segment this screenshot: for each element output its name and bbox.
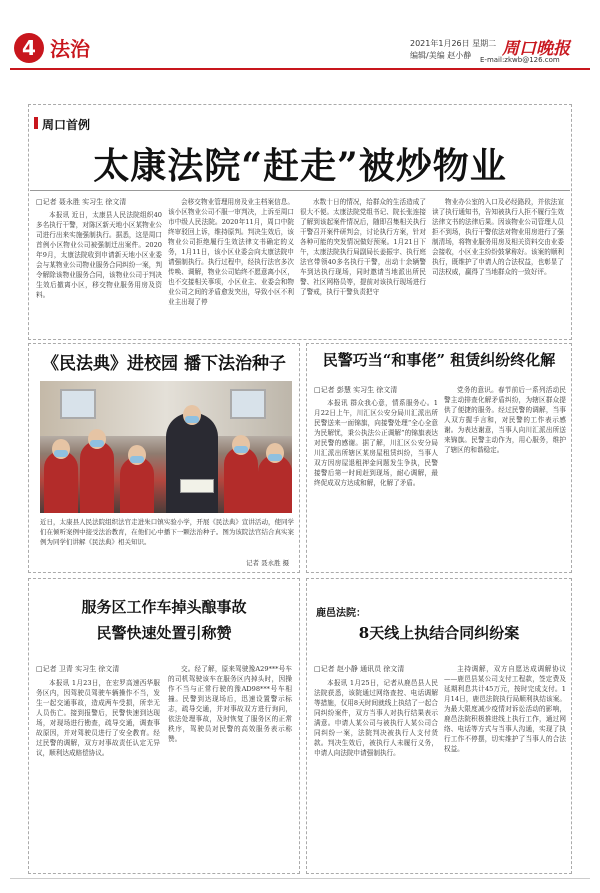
photo-mask <box>185 416 199 423</box>
photo-window <box>230 389 266 419</box>
masthead <box>0 0 600 72</box>
photo-student <box>258 455 292 513</box>
publication-date: 2021年1月26日 星期二 <box>410 39 497 48</box>
masthead-rule <box>10 68 590 70</box>
lead-column-4: 物业办公室的入口及必经路段，并依法宣读了执行通知书，告知被执行人拒不履行生效法律文书的法律后果。因该物业公司管理人员拒不到场，执行干警依法对物业用房进行了强制清场，将物业服务用房及相关资料交由业委会接收，小区业主纷纷鼓掌称好。该案的顺利执行，既维护了申请人的合法权益，也彰显了司法权威，赢得了当地群众的一致好评。 <box>432 198 564 276</box>
photo-mask <box>90 440 104 447</box>
photo-student <box>44 451 78 513</box>
photo-caption: 近日，太康县人民法院组织法官走进朱口镇实验小学，开展《民法典》宣讲活动，使同学们在倾听案例中接受法治教育，在他们心中播下一颗法治种子。图为该院法官结合真实案例为同学们讲解《民法典》相关知识。 <box>40 518 294 546</box>
lead-column-1: 本报讯 近日，太康县人民法院组织40多名执行干警，对陈区新天地小区某物业公司进行出来实施强制执行。据悉，这是周口首例小区物业公司被强制迁出案件。2020年9月，太康法院收到申请新天地小区业委会与某物业公司物业服务合同纠纷一案，判令解除该物业服务合同，该物业公司于判决生效后撤离小区，移交物业服务用房及资料。 <box>36 211 162 299</box>
photo-student <box>80 441 114 513</box>
luyi-column-1: 本报讯 1月25日，记者从鹿邑县人民法院获悉，该院通过网络查控、电话调解等措施，仅用8天时间就线上执结了一起合同纠纷案件，双方当事人对执行结果表示满意。申请人某公司与被执行人某公司合同纠纷一案，法院判决被执行人支付货款。判决生效后，被执行人未履行义务，申请人向法院申请强制执行。 <box>314 679 438 757</box>
photo-judge <box>166 413 218 513</box>
photo-mask <box>234 446 248 453</box>
mediation-story-title: 民警巧当“和事佬” 租赁纠纷终化解 <box>322 351 556 369</box>
luyi-kicker: 鹿邑法院： <box>316 608 366 619</box>
editor-credit: 编辑/美编 赵小静 <box>410 51 472 60</box>
newspaper-logo: 周口晚报 <box>502 39 570 59</box>
photo-window <box>60 389 96 419</box>
school-photo <box>40 381 292 513</box>
accident-column-2: 交。经了解，原来驾驶豫A29***号车的司机驾驶该车在服务区内掉头时，因操作不当与正常行驶的豫AD98***号车相撞。民警到达现场后，迅速设置警示标志，疏导交通，并对事故双方进行询问，依法处理事故，及时恢复了服务区的正常秩序，驾驶员对民警的高效服务表示称赞。 <box>168 665 292 743</box>
lead-column-2: 会移交物业管理用房及业主档案信息。该小区物业公司不服一审判决，上诉至周口市中级人民法院。2020年11月，周口中院终审驳回上诉，维持原判。判决生效后，该物业公司拒绝履行生效法律文书确定的义务，1月11日，该小区业委会向太康法院申请强制执行。执行过程中，经执行法官多次传唤、调解，物业公司始终不愿意离小区，也不交接相关事项，小区业主、业委会和物业公司之间的矛盾愈发突出，导致小区不利业主出现了停 <box>168 198 294 306</box>
footer-rule <box>10 878 590 879</box>
photo-book <box>180 479 214 493</box>
mediation-byline: □记者 彭慧 实习生 徐文清 <box>314 386 398 394</box>
accident-column-1: 本报讯 1月23日，在宏罗高速西华服务区内，因驾驶员驾驶车辆操作不当，发生一起交通事故，造成两车受损，所幸无人员伤亡。接到报警后，民警快速到达现场，对现场进行勘查，疏导交通，调查事故原因，并对驾驶员进行了安全教育。经过民警的调解，双方对事故责任认定无异议，顺利达成赔偿协议。 <box>36 679 160 757</box>
luyi-column-2: 主持调解，双方自愿达成调解协议——鹿邑县某公司支付工程款，签定费及延期利息共计45万元，按时完成支付。1月14日，鹿邑法院执行局顺利执结该案。为最大限度减少疫情对诉讼活动的影响，鹿邑法院积极推进线上执行工作，通过网络、电话等方式与当事人沟通，实现了执行工作不停摆，切实维护了当事人的合法权益。 <box>444 665 566 753</box>
photo-student <box>224 447 258 513</box>
accident-byline: □记者 卫青 实习生 徐文清 <box>36 665 120 673</box>
photo-student <box>120 457 154 513</box>
lead-headline: 太康法院“赶走”被炒物业 <box>93 145 507 187</box>
column-tag-bar <box>34 117 38 129</box>
photo-mask <box>130 456 144 463</box>
photo-mask <box>268 454 282 461</box>
photo-credit: 记者 聂永胜 摄 <box>246 559 290 567</box>
luyi-story-title: 8天线上执结合同纠纷案 <box>358 624 520 642</box>
headline-rule <box>30 190 570 191</box>
column-tag: 周口首例 <box>42 118 91 132</box>
contact-email: E-mail:zkwb@126.com <box>480 56 560 64</box>
page-number-badge: 4 <box>14 33 44 63</box>
accident-title-line-2: 民警快速处置引称赞 <box>96 624 232 642</box>
mediation-column-2: 党务的意识。春节前后一系列活动民警主动排查化解矛盾纠纷，为辖区群众提供了便捷的服务。经过民警的调解，当事人双方握手言和，对民警的工作表示感谢。为表达谢意，当事人向川汇派出所送来锦旗。民警主动作为，用心服务，维护了辖区的和谐稳定。 <box>444 386 566 454</box>
section-name: 法治 <box>50 37 90 61</box>
photo-mask <box>54 450 68 457</box>
accident-title-line-1: 服务区工作车掉头酿事故 <box>81 598 247 616</box>
luyi-byline: □记者 赵小静 通讯员 徐文清 <box>314 665 405 673</box>
school-story-title: 《民法典》进校园 播下法治种子 <box>42 354 286 374</box>
lead-byline: □记者 聂永胜 实习生 徐文清 <box>36 198 127 206</box>
lead-column-3: 水数十日的情况，给群众的生活造成了很大不便。太康法院党组书记、院长张连接了解到该起案件情况后，随即召集相关执行干警召开案件研判会，讨论执行方案，针对各种可能的突发情况做好预案。1月21日下午，太康法院执行局副局长姜振宇、执行庭法官带领40多名执行干警，出动十余辆警车到达执行现场，同时邀请当地派出所民警、社区网格员等，提前对该执行现场进行了警戒，执行干警负责把守 <box>300 198 426 296</box>
mediation-column-1: 本报讯 群众我心意，情系服务心。1月22日上午，川汇区公安分局川汇派出所民警送来一面锦旗，向接警处理“全心全意为民解忧，秉公执法公正调解”的锦旗表达对民警的感谢。据了解，川汇区公安分局川汇派出所辖区某房屋租赁纠纷，当事人双方因房屋退租押金问题发生争执，民警接警后第一时间赶到现场，耐心调解，最终促成双方达成和解，化解了矛盾。 <box>314 399 438 487</box>
